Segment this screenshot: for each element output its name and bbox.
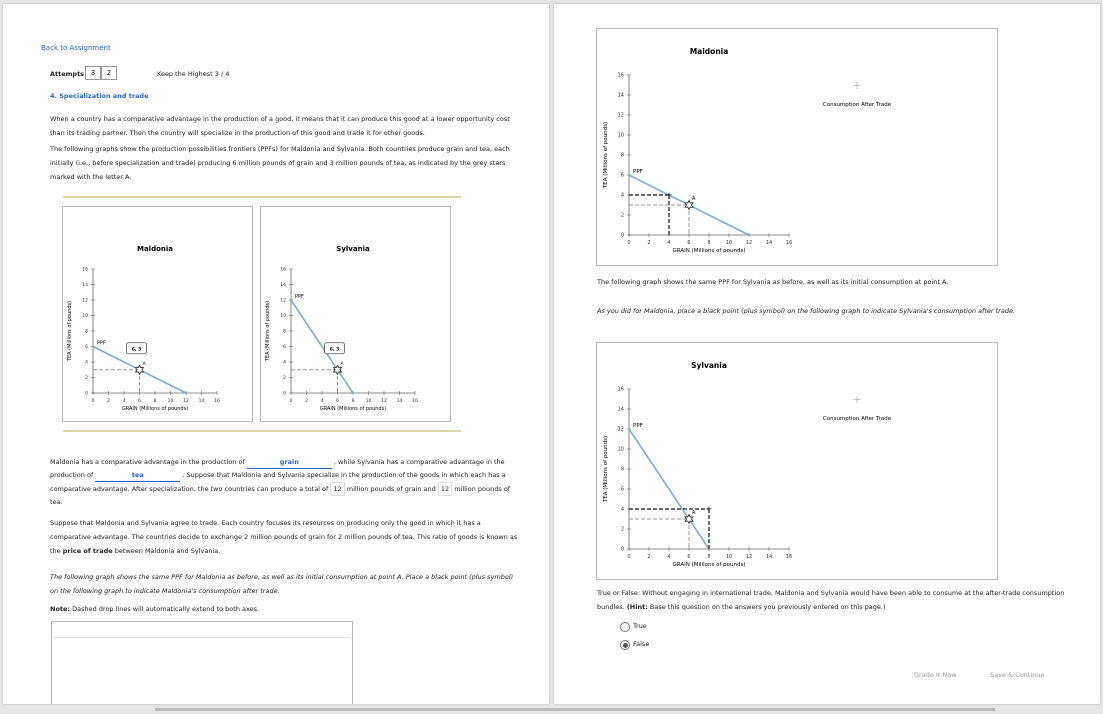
x-tick-label: 14: [198, 399, 205, 404]
answer-good-sylvania[interactable]: tea: [95, 469, 180, 482]
x-tick-label: 4: [320, 399, 324, 404]
x-tick-label: 8: [707, 554, 711, 560]
note-label: Note:: [50, 605, 71, 613]
y-axis-label: TEA (Millions of pounds): [265, 300, 271, 362]
x-tick-label: 6: [138, 399, 141, 404]
grade-it-now-button[interactable]: Grade It Now: [914, 671, 957, 679]
x-tick-label: 14: [396, 399, 403, 404]
maldonia-trade-graph[interactable]: [596, 28, 998, 266]
point-a-label: A: [692, 510, 696, 516]
x-tick-label: 2: [647, 240, 651, 246]
y-tick-label: 2: [620, 526, 624, 533]
y-tick-label: 6: [620, 172, 624, 179]
x-tick-label: 0: [91, 399, 95, 404]
y-tick-label: 14: [617, 92, 624, 99]
divider: [63, 196, 461, 198]
y-tick-label: 4: [85, 360, 88, 366]
intro-paragraph-2: The following graphs show the production possibilities frontiers (PPFs) for Maldonia and Sylvania. Both countries produce grain and tea, each initially (i.e., before specialization and trade) producing 6 million pounds of grain and 3 million pounds of tea, as indicated by the grey stars marked with the letter A.: [50, 145, 510, 181]
ppf-line: [629, 429, 709, 549]
x-axis-label: GRAIN (Millions of pounds): [672, 562, 746, 568]
y-tick-label: 6: [85, 345, 88, 350]
sylvania-trade-chart[interactable]: [597, 343, 997, 579]
frame-line: [54, 637, 350, 638]
x-tick-label: 8: [351, 399, 355, 404]
y-tick-label: 8: [620, 152, 624, 159]
ppf-label: PPF: [633, 423, 643, 429]
x-tick-label: 0: [289, 399, 293, 404]
maldonia-instruction: The following graph shows the same PPF for Maldonia as before, as well as its initial consumption at point A. Place a black point (plus symbol) on the following graph to indicate Maldonia's consumption after trade.: [50, 573, 514, 595]
radio-true[interactable]: [620, 622, 630, 632]
point-a-label: A: [692, 196, 696, 202]
x-tick-label: 10: [167, 399, 174, 404]
legend-label: Consumption After Trade: [822, 102, 892, 108]
tf-text: True or False: Without engaging in international trade, Maldonia and Sylvania would have been able to consume at the after-trade consumption bundles.: [597, 589, 1065, 611]
y-tick-label: 2: [283, 376, 286, 381]
attempt-box-2: 2: [101, 66, 117, 80]
maldonia-ppf-chart: [63, 207, 252, 421]
x-tick-label: 14: [765, 554, 773, 560]
y-tick-label: 12: [82, 298, 88, 304]
chart-title: Sylvania: [336, 245, 370, 253]
chart-title: Maldonia: [136, 245, 174, 253]
y-tick-label: 16: [617, 72, 624, 79]
y-tick-label: 16: [617, 386, 624, 393]
fill-text-1: Maldonia has a comparative advantage in the production of: [50, 458, 245, 466]
y-tick-label: 4: [620, 192, 624, 199]
y-tick-label: 10: [82, 314, 88, 319]
save-continue-button[interactable]: Save & Continue: [990, 671, 1045, 679]
x-tick-label: 8: [707, 240, 711, 246]
plus-point: +: [665, 190, 673, 200]
y-tick-label: 14: [280, 283, 286, 288]
point-a-label: A: [340, 361, 344, 367]
answer-total-grain[interactable]: 12: [330, 482, 344, 496]
horizontal-scrollbar[interactable]: [155, 708, 995, 711]
y-tick-label: 0: [620, 232, 624, 239]
true-false-question: [597, 586, 1067, 614]
trade-paragraph: [50, 516, 520, 558]
sylvania-instruction: As you did for Maldonia, place a black point (plus symbol) on the following graph to indicate Sylvania's consumption after trade.: [597, 307, 1016, 315]
plus-point: +: [705, 504, 713, 514]
y-tick-label: 0: [283, 391, 286, 397]
sylvania-intro: The following graph shows the same PPF for Sylvania as before, as well as its initial consumption at point A.: [597, 278, 949, 286]
y-tick-label: 6: [620, 486, 624, 493]
chart-title: Sylvania: [691, 361, 727, 370]
x-tick-label: 2: [647, 554, 651, 560]
note-text: Dashed drop lines will automatically extend to both axes.: [72, 605, 260, 613]
y-tick-label: 12: [617, 426, 624, 433]
x-tick-label: 10: [725, 240, 733, 246]
y-tick-label: 8: [283, 329, 286, 335]
attempt-box-1: 3: [85, 66, 101, 80]
y-axis-label: TEA (Millions of pounds): [67, 300, 73, 362]
plus-icon: +: [852, 79, 862, 92]
coordinate-tooltip-text: 6, 3: [329, 347, 340, 353]
answer-good-maldonia[interactable]: grain: [247, 456, 332, 469]
sylvania-ppf-chart: [261, 207, 450, 421]
x-tick-label: 2: [305, 399, 308, 404]
y-tick-label: 4: [620, 506, 624, 513]
x-tick-label: 2: [107, 399, 110, 404]
intro-paragraph-1: When a country has a comparative advantage in the production of a good, it means that it can produce this good at a lower opportunity cost than its trading partner. Then the country will specialize in the production of this good and trade it for other goods.: [50, 115, 510, 137]
hint-label: (Hint:: [626, 603, 648, 611]
option-true-label: True: [633, 622, 647, 630]
x-tick-label: 0: [627, 554, 631, 560]
y-tick-label: 14: [617, 406, 624, 413]
answer-total-tea[interactable]: 12: [438, 482, 452, 496]
left-page: [3, 4, 549, 704]
x-tick-label: 8: [153, 399, 157, 404]
x-tick-label: 6: [336, 399, 339, 404]
option-false-label: False: [633, 640, 650, 648]
x-tick-label: 10: [725, 554, 733, 560]
coordinate-tooltip-text: 6, 3: [131, 347, 142, 353]
trade-text: Suppose that Maldonia and Sylvania agree to trade. Each country focuses its resources on producing only the good in which it has a comparative advantage. The countries decide to exchange 2 million pounds of grain for 2 million pounds of tea. This ratio of goods is known as the: [50, 519, 518, 555]
x-tick-label: 10: [365, 399, 372, 404]
fill-text-2: , while Sylvania has a comparative advantage in the production of: [50, 458, 505, 479]
sylvania-graph-frame: [260, 206, 451, 422]
x-tick-label: 16: [785, 240, 793, 246]
attempts-label: Attempts: [50, 70, 85, 78]
price-of-trade: price of trade: [62, 547, 113, 555]
x-tick-label: 12: [183, 399, 189, 404]
y-tick-label: 14: [82, 283, 88, 288]
plus-icon: +: [852, 393, 862, 406]
y-tick-label: 2: [85, 376, 88, 381]
y-tick-label: 8: [85, 329, 88, 335]
maldonia-trade-chart[interactable]: [597, 29, 997, 265]
x-tick-label: 4: [667, 240, 671, 246]
y-tick-label: 10: [617, 132, 624, 139]
back-to-assignment-link[interactable]: Back to Assignment: [41, 44, 111, 52]
x-tick-label: 4: [667, 554, 671, 560]
chart-title: Maldonia: [689, 47, 729, 56]
divider: [63, 430, 461, 432]
y-tick-label: 2: [620, 212, 624, 219]
y-tick-label: 0: [85, 391, 88, 397]
note: [50, 602, 520, 616]
y-tick-label: 10: [280, 314, 286, 319]
comparative-advantage-block: [50, 456, 520, 508]
ppf-label: PPF: [97, 340, 106, 347]
fill-text-3: . Suppose that Maldonia and Sylvania specialize in the production of the goods in which each has a comparative advantage. After specialization, the two countries can produce a total of: [50, 471, 506, 493]
x-tick-label: 12: [745, 240, 753, 246]
y-axis-label: TEA (Millions of pounds): [603, 435, 609, 503]
question-title: 4. Specialization and trade: [50, 92, 149, 100]
ppf-label: PPF: [633, 169, 643, 175]
x-tick-label: 6: [687, 240, 691, 246]
y-tick-label: 0: [620, 546, 624, 553]
fill-text-5: million pounds of tea.: [50, 485, 511, 506]
y-tick-label: 10: [617, 446, 624, 453]
y-tick-label: 6: [283, 345, 286, 350]
hint-text: Base this question on the answers you previously entered on this page.): [649, 603, 886, 611]
x-axis-label: GRAIN (Millions of pounds): [121, 406, 189, 412]
trade-tail: between Maldonia and Sylvania.: [114, 547, 221, 555]
y-tick-label: 12: [617, 112, 624, 119]
x-tick-label: 12: [745, 554, 753, 560]
y-tick-label: 16: [82, 267, 88, 273]
y-tick-label: 4: [283, 360, 286, 366]
radio-false[interactable]: [620, 640, 630, 650]
maldonia-graph-frame: [62, 206, 253, 422]
y-tick-label: 8: [620, 466, 624, 473]
x-tick-label: 12: [381, 399, 387, 404]
x-tick-label: 6: [687, 554, 691, 560]
fill-text-4: million pounds of grain and: [346, 485, 436, 493]
keep-highest: Keep the Highest 3 / 4: [157, 70, 230, 78]
x-tick-label: 16: [785, 554, 793, 560]
right-page: [554, 4, 1100, 704]
x-axis-label: GRAIN (Millions of pounds): [319, 406, 387, 412]
x-tick-label: 16: [214, 399, 220, 404]
legend-label: Consumption After Trade: [822, 416, 892, 422]
ppf-label: PPF: [295, 294, 304, 300]
point-a-label: A: [142, 361, 146, 367]
x-axis-label: GRAIN (Millions of pounds): [672, 248, 746, 254]
y-tick-label: 12: [280, 298, 286, 304]
x-tick-label: 14: [765, 240, 773, 246]
x-tick-label: 0: [627, 240, 631, 246]
x-tick-label: 4: [122, 399, 126, 404]
maldonia-trade-graph-frame[interactable]: [51, 621, 353, 704]
x-tick-label: 16: [412, 399, 418, 404]
y-axis-label: TEA (Millions of pounds): [603, 121, 609, 189]
y-tick-label: 16: [280, 267, 286, 273]
sylvania-trade-graph[interactable]: [596, 342, 998, 580]
